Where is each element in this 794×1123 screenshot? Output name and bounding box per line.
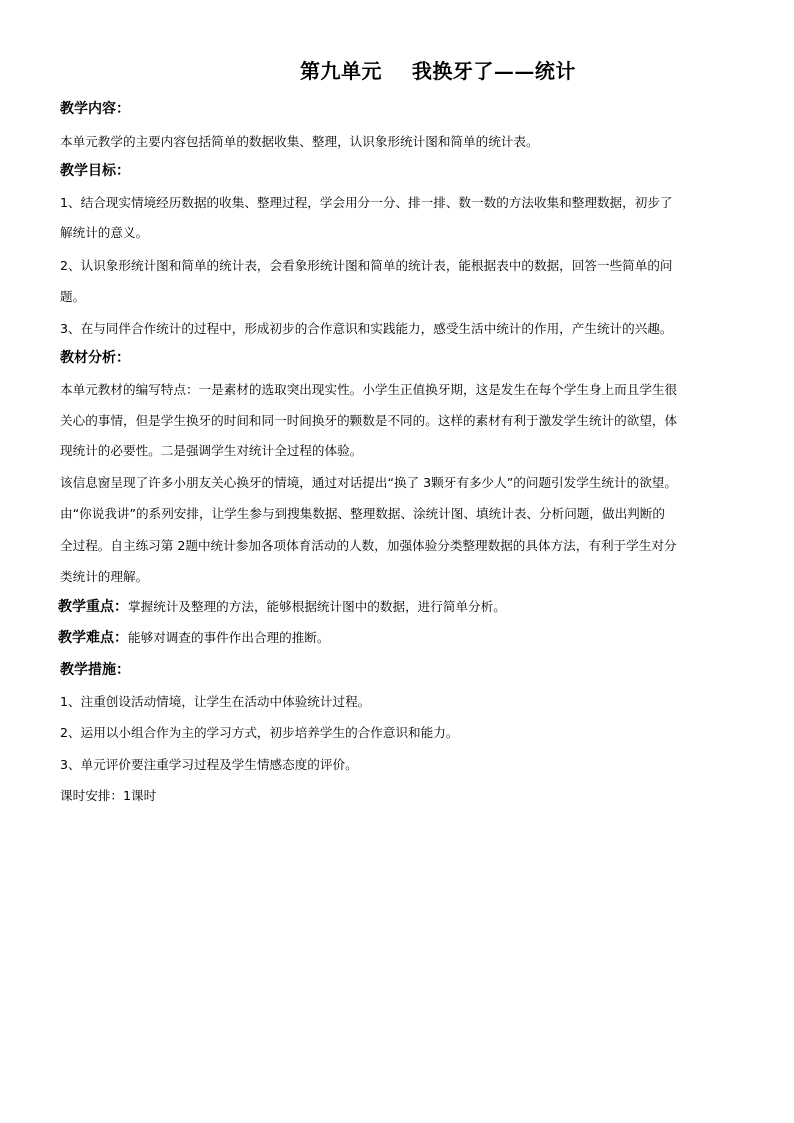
goal-line-1: 1、结合现实情境经历数据的收集、整理过程，学会用分一分、排一排、数一数的方法收集和整理数据，初步了	[60, 195, 673, 210]
analysis-line-2: 关心的事情，但是学生换牙的时间和同一时间换牙的颗数是不同的。这样的素材有利于激发学生统计的欲望，体	[60, 413, 678, 428]
key-point-label: 教学重点：	[58, 599, 128, 615]
analysis-line-7: 类统计的理解。	[60, 569, 149, 584]
key-point-row	[58, 596, 506, 616]
content-text: 本单元教学的主要内容包括简单的数据收集、整理，认识象形统计图和简单的统计表。	[60, 134, 539, 149]
goal-line-3: 2、认识象形统计图和简单的统计表，会看象形统计图和简单的统计表，能根据表中的数据，回答一些简单的问	[60, 258, 673, 273]
schedule-text: 课时安排：1课时	[60, 788, 157, 803]
measure-line-2: 2、运用以小组合作为主的学习方式，初步培养学生的合作意识和能力。	[60, 725, 459, 740]
analysis-heading: 教材分析：	[60, 350, 130, 366]
analysis-line-3: 现统计的必要性。二是强调学生对统计全过程的体验。	[60, 443, 363, 458]
page-title: 第九单元 我换牙了——统计	[300, 59, 576, 83]
analysis-line-4: 该信息窗呈现了许多小朋友关心换牙的情境，通过对话提出“换了 3颗牙有多少人”的问题引发学生统计的欲望。	[60, 475, 677, 490]
goals-heading: 教学目标：	[60, 163, 130, 179]
analysis-line-5: 由“你说我讲”的系列安排，让学生参与到搜集数据、整理数据、涂统计图、填统计表、分析问题，做出判断的	[60, 506, 665, 521]
measure-line-3: 3、单元评价要注重学习过程及学生情感态度的评价。	[60, 757, 358, 772]
key-point-text: 掌握统计及整理的方法，能够根据统计图中的数据，进行简单分析。	[128, 599, 506, 614]
measures-heading: 教学措施：	[60, 662, 130, 678]
difficulty-text: 能够对调查的事件作出合理的推断。	[128, 630, 330, 645]
goal-line-2: 解统计的意义。	[60, 225, 149, 240]
difficulty-row	[58, 627, 330, 647]
difficulty-label: 教学难点：	[58, 630, 128, 646]
goal-line-5: 3、在与同伴合作统计的过程中，形成初步的合作意识和实践能力，感受生活中统计的作用，产生统计的兴趣。	[60, 321, 673, 336]
measure-line-1: 1、注重创设活动情境，让学生在活动中体验统计过程。	[60, 694, 371, 709]
analysis-line-1: 本单元教材的编写特点：一是素材的选取突出现实性。小学生正值换牙期，这是发生在每个学生身上而且学生很	[60, 382, 678, 397]
analysis-line-6: 全过程。自主练习第 2题中统计参加各项体育活动的人数，加强体验分类整理数据的具体方法，有利于学生对分	[60, 538, 677, 553]
goal-line-4: 题。	[60, 289, 86, 304]
content-heading: 教学内容：	[60, 101, 130, 117]
